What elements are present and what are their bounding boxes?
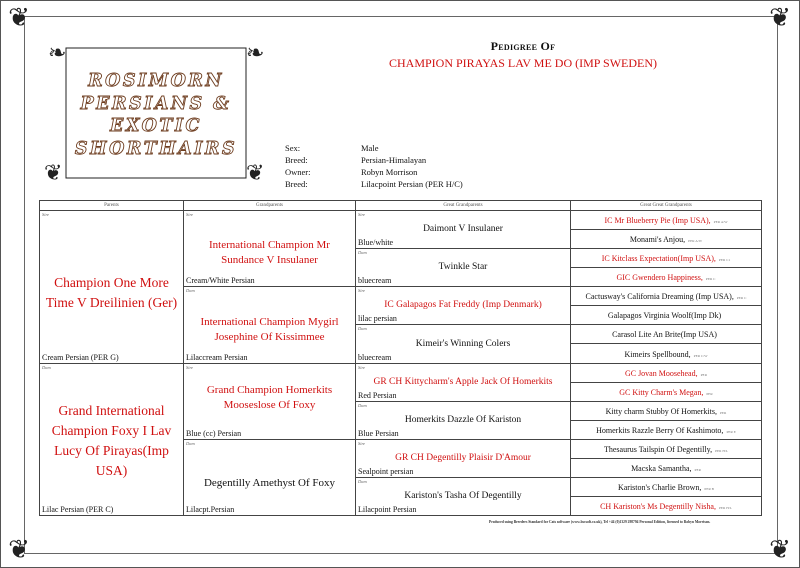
great-grandparent-6: Dam Homerkits Dazzle Of Kariston Blue Persian bbox=[356, 401, 571, 439]
svg-text:❧: ❧ bbox=[48, 40, 67, 65]
corner-ornament-top-right: ❦ bbox=[769, 3, 791, 33]
great-great-grandparent-4: GIC Gwendero Happiness, PER C bbox=[571, 268, 762, 287]
pedigree-table bbox=[39, 200, 762, 516]
pedigree-heading bbox=[300, 39, 746, 71]
corner-ornament-top-left: ❦ bbox=[8, 3, 30, 33]
svg-text:❦: ❦ bbox=[44, 160, 63, 185]
column-header-great-grandparents: Great Grandparents bbox=[356, 201, 571, 211]
info-row-sex: Sex: Male bbox=[285, 143, 379, 153]
grandparent-2: Dam International Champion Mygirl Josephine Of Kissimmee Lilaccream Persian bbox=[184, 287, 356, 363]
cat-info bbox=[285, 142, 463, 190]
column-header-great-great-grandparents: Great Great Grandparents bbox=[571, 201, 762, 211]
grandparent-4: Dam Degentilly Amethyst Of Foxy Lilacpt.Persian bbox=[184, 439, 356, 515]
great-grandparent-1: Sire Daimont V Insulaner Blue/white bbox=[356, 211, 571, 249]
corner-ornament-bottom-right: ❦ bbox=[769, 535, 791, 565]
great-grandparent-8: Dam Kariston's Tasha Of Degentilly Lilacpoint Persian bbox=[356, 477, 571, 515]
parent-sire: Sire Champion One More Time V Dreilinien (Ger) Cream Persian (PER G) bbox=[40, 211, 184, 364]
cat-name: CHAMPION PIRAYAS LAV ME DO (IMP SWEDEN) bbox=[388, 56, 658, 70]
svg-text:❦: ❦ bbox=[246, 160, 265, 185]
great-great-grandparent-16: CH Kariston's Ms Degentilly Nisha, PER H/L bbox=[571, 496, 762, 515]
great-great-grandparent-12: Homerkits Razzle Berry Of Kashimoto, PER E bbox=[571, 420, 762, 439]
info-row-owner: Owner: Robyn Morrison bbox=[285, 167, 418, 177]
great-great-grandparent-5: Cactusway's California Dreaming (Imp USA), PER C bbox=[571, 287, 762, 306]
great-great-grandparent-8: Kimeirs Spellbound, PER C/W bbox=[571, 344, 762, 363]
corner-ornament-bottom-left: ❦ bbox=[8, 535, 30, 565]
grandparent-1: Sire International Champion Mr Sundance V Insulaner Cream/White Persian bbox=[184, 211, 356, 287]
great-great-grandparent-14: Macska Samantha, PER bbox=[571, 458, 762, 477]
column-header-grandparents: Grandparents bbox=[184, 201, 356, 211]
cattery-logo-text: ROSIMORN PERSIANS & EXOTIC SHORTHAIRS bbox=[74, 71, 238, 159]
great-grandparent-3: Sire IC Galapagos Fat Freddy (Imp Denmark) lilac persian bbox=[356, 287, 571, 325]
grandparent-3: Sire Grand Champion Homerkits Mooseslose Of Foxy Blue (cc) Persian bbox=[184, 363, 356, 439]
great-great-grandparent-6: Galapagos Virginia Woolf(Imp Dk) bbox=[571, 306, 762, 325]
info-row-breed-code: Breed: Lilacpoint Persian (PER H/C) bbox=[285, 179, 463, 189]
great-grandparent-7: Sire GR CH Degentilly Plaisir D'Amour Sealpoint persian bbox=[356, 439, 571, 477]
svg-text:❧: ❧ bbox=[246, 40, 265, 65]
great-great-grandparent-2: Monami's Anjou, PER A/W bbox=[571, 230, 762, 249]
great-great-grandparent-9: GC Jovan Moosehead, PER bbox=[571, 363, 762, 382]
great-great-grandparent-1: IC Mr Blueberry Pie (Imp USA), PER A/W bbox=[571, 211, 762, 230]
parent-dam: Dam Grand International Champion Foxy I Lav Lucy Of Pirayas(Imp USA) Lilac Persian (PER C) bbox=[40, 363, 184, 516]
great-grandparent-4: Dam Kimeir's Winning Colers bluecream bbox=[356, 325, 571, 363]
great-great-grandparent-7: Carasol Lite An Brite(Imp USA) bbox=[571, 325, 762, 344]
cattery-logo bbox=[40, 38, 272, 188]
great-great-grandparent-10: GC Kitty Charm's Megan, PER bbox=[571, 382, 762, 401]
great-grandparent-2: Dam Twinkle Star bluecream bbox=[356, 249, 571, 287]
great-great-grandparent-15: Kariston's Charlie Brown, PER B bbox=[571, 477, 762, 496]
great-grandparent-5: Sire GR CH Kittycharm's Apple Jack Of Homerkits Red Persian bbox=[356, 363, 571, 401]
great-great-grandparent-13: Thesaurus Tailspin Of Degentilly, PER H/L bbox=[571, 439, 762, 458]
great-great-grandparent-11: Kitty charm Stubby Of Homerkits, PER bbox=[571, 401, 762, 420]
pedigree-label: Pedigree Of bbox=[490, 39, 556, 53]
column-header-parents: Parents bbox=[40, 201, 184, 211]
great-great-grandparent-3: IC Kitclass Expectation(Imp USA), PER C1 bbox=[571, 249, 762, 268]
info-row-breed: Breed: Persian-Himalayan bbox=[285, 155, 427, 165]
software-footer: Produced using Breeders Standard for Cats software (www.bscsoft.co.uk), Tel +44 (0)1329 298794 Personal Edition, licensed to Robyn Morrison. bbox=[489, 520, 711, 524]
